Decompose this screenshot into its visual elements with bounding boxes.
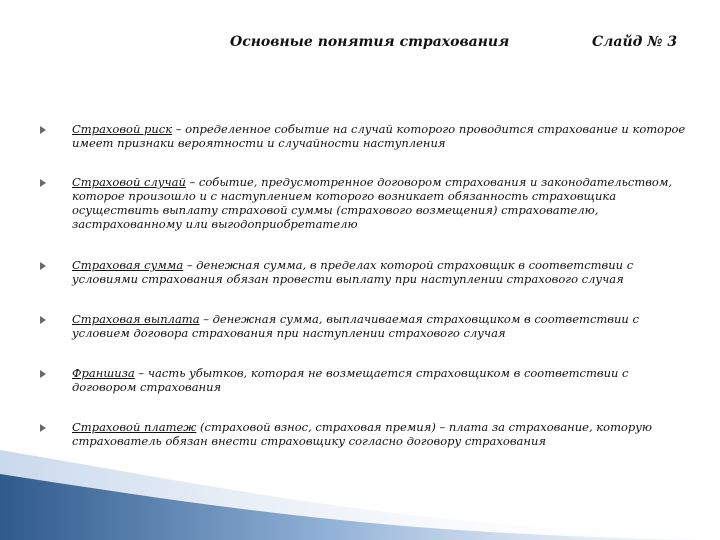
term-text bbox=[72, 175, 692, 231]
term-definition: – денежная сумма, в пределах которой страховщик в соответствии с условиями страхования обязан провести выплату при наступлении страхового случая bbox=[72, 258, 634, 286]
term-text bbox=[72, 122, 692, 150]
term-name: Страховой риск bbox=[72, 122, 173, 136]
term-definition: – событие, предусмотренное договором страхования и законодательством, которое произошло и с наступлением которого возникает обязанность страховщика осуществить выплату страховой суммы (страхового возмещения) страхователю, застрахованному или выгодоприобретателю bbox=[72, 175, 673, 231]
triangle-bullet-icon bbox=[40, 179, 46, 187]
term-name: Страховой платеж bbox=[72, 420, 197, 434]
term-definition: – часть убытков, которая не возмещается страховщиком в соответствии с договором страхования bbox=[72, 366, 629, 394]
slide-title: Основные понятия страхования bbox=[230, 34, 510, 50]
term-name: Страховая сумма bbox=[72, 258, 184, 272]
triangle-bullet-icon bbox=[40, 370, 46, 378]
term-name: Страховая выплата bbox=[72, 312, 200, 326]
term-text bbox=[72, 312, 692, 340]
term-text bbox=[72, 420, 692, 448]
triangle-bullet-icon bbox=[40, 126, 46, 134]
term-definition: – денежная сумма, выплачиваемая страховщиком в соответствии с условием договора страхования при наступлении страхового случая bbox=[72, 312, 639, 340]
triangle-bullet-icon bbox=[40, 262, 46, 270]
term-definition: (страховой взнос, страховая премия) – плата за страхование, которую страхователь обязан внести страховщику согласно договору страхования bbox=[72, 420, 653, 448]
triangle-bullet-icon bbox=[40, 424, 46, 432]
term-definition: – определенное событие на случай которого проводится страхование и которое имеет признаки вероятности и случайности наступления bbox=[72, 122, 686, 150]
slide-number: Слайд № 3 bbox=[592, 34, 678, 50]
decorative-wave-graphic bbox=[0, 450, 720, 540]
term-name: Франшиза bbox=[72, 366, 135, 380]
triangle-bullet-icon bbox=[40, 316, 46, 324]
term-text bbox=[72, 258, 692, 286]
term-text bbox=[72, 366, 692, 394]
term-name: Страховой случай bbox=[72, 175, 186, 189]
